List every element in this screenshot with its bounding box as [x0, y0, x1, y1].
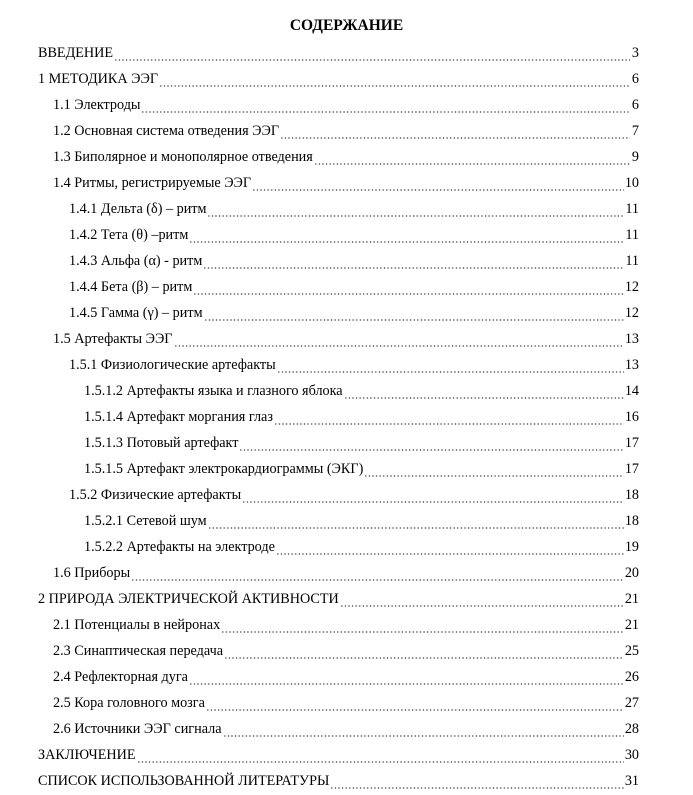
- toc-entry[interactable]: [0, 196, 693, 222]
- toc-entry[interactable]: [0, 378, 693, 404]
- toc-entry[interactable]: [0, 40, 693, 66]
- toc-entry[interactable]: [0, 222, 693, 248]
- toc-entry-page-number: 18: [624, 486, 639, 503]
- toc-entry-text: 1.5.1.5 Артефакт электрокардиограммы (ЭКГ): [84, 460, 364, 477]
- toc-entry-text: 1.5.1.4 Артефакт моргания глаз: [84, 408, 273, 425]
- toc-entry-text: 2 ПРИРОДА ЭЛЕКТРИЧЕСКОЙ АКТИВНОСТИ: [38, 590, 339, 607]
- toc-entry-page-number: 28: [624, 720, 639, 737]
- toc-entry[interactable]: [0, 664, 693, 690]
- dot-leader: [223, 716, 624, 742]
- dot-leader: [189, 222, 624, 248]
- toc-entry[interactable]: [0, 248, 693, 274]
- dot-leader: [344, 378, 624, 404]
- toc-entry-text: 1.4.3 Альфа (α) - ритм: [69, 252, 203, 269]
- toc-entry[interactable]: [0, 768, 693, 794]
- toc-entry[interactable]: [0, 92, 693, 118]
- toc-entry[interactable]: [0, 144, 693, 170]
- toc-entry-text: 1.5 Артефакты ЭЭГ: [53, 330, 173, 347]
- toc-entry-text: 1.5.1 Физиологические артефакты: [69, 356, 276, 373]
- dot-leader: [340, 586, 624, 612]
- toc-entry[interactable]: [0, 508, 693, 534]
- toc-entry[interactable]: [0, 534, 693, 560]
- toc-entry-page-number: 27: [624, 694, 639, 711]
- toc-entry[interactable]: [0, 456, 693, 482]
- toc-entry-page-number: 9: [631, 148, 639, 165]
- toc-entry-text: 2.6 Источники ЭЭГ сигнала: [53, 720, 222, 737]
- toc-entry[interactable]: [0, 404, 693, 430]
- toc-entry[interactable]: [0, 170, 693, 196]
- toc-entry-text: 1 МЕТОДИКА ЭЭГ: [38, 70, 159, 87]
- toc-entry-text: 1.1 Электроды: [53, 96, 141, 113]
- toc-entry-text: 1.5.2 Физические артефакты: [69, 486, 242, 503]
- toc-entry-page-number: 21: [624, 616, 639, 633]
- toc-entry-page-number: 19: [624, 538, 639, 555]
- toc-entry-text: 1.2 Основная система отведения ЭЭГ: [53, 122, 280, 139]
- toc-entry-page-number: 31: [624, 772, 639, 789]
- dot-leader: [193, 274, 624, 300]
- toc-entry-page-number: 17: [624, 434, 639, 451]
- toc-entry-page-number: 16: [624, 408, 639, 425]
- toc-entry-text: ВВЕДЕНИЕ: [38, 44, 114, 61]
- toc-entry[interactable]: [0, 612, 693, 638]
- toc-entry[interactable]: [0, 742, 693, 768]
- toc-entry-text: 2.5 Кора головного мозга: [53, 694, 205, 711]
- toc-entry-page-number: 12: [624, 278, 639, 295]
- dot-leader: [277, 352, 624, 378]
- toc-entry[interactable]: [0, 274, 693, 300]
- dot-leader: [280, 118, 630, 144]
- toc-entry-page-number: 6: [631, 70, 639, 87]
- toc-title: СОДЕРЖАНИЕ: [289, 17, 404, 34]
- toc-entry-page-number: 26: [624, 668, 639, 685]
- toc-entry-text: СПИСОК ИСПОЛЬЗОВАННОЙ ЛИТЕРАТУРЫ: [38, 772, 330, 789]
- toc-entry-text: 1.3 Биполярное и монополярное отведения: [53, 148, 313, 165]
- toc-entry-text: 2.4 Рефлекторная дуга: [53, 668, 188, 685]
- dot-leader: [242, 482, 624, 508]
- toc-entry[interactable]: [0, 118, 693, 144]
- dot-leader: [224, 638, 624, 664]
- dot-leader: [206, 690, 624, 716]
- toc-entry-page-number: 13: [624, 356, 639, 373]
- dot-leader: [221, 612, 624, 638]
- toc-entry[interactable]: [0, 482, 693, 508]
- toc-entry[interactable]: [0, 690, 693, 716]
- dot-leader: [252, 170, 624, 196]
- dot-leader: [189, 664, 624, 690]
- toc-entry[interactable]: [0, 66, 693, 92]
- toc-entry-text: 1.5.1.2 Артефакты языка и глазного яблока: [84, 382, 343, 399]
- toc-entry-page-number: 10: [624, 174, 639, 191]
- dot-leader: [174, 326, 624, 352]
- toc-entry-page-number: 7: [631, 122, 639, 139]
- dot-leader: [314, 144, 630, 170]
- toc-entry-page-number: 21: [624, 590, 639, 607]
- toc-entry[interactable]: [0, 560, 693, 586]
- dot-leader: [276, 534, 624, 560]
- toc-list: [0, 40, 693, 794]
- toc-entry-text: 1.4.2 Тета (θ) –ритм: [69, 226, 189, 243]
- toc-entry-text: 2.1 Потенциалы в нейронах: [53, 616, 221, 633]
- toc-entry-text: 1.4 Ритмы, регистрируемые ЭЭГ: [53, 174, 252, 191]
- dot-leader: [207, 196, 624, 222]
- dot-leader: [114, 40, 630, 66]
- toc-entry-text: 2.3 Синаптическая передача: [53, 642, 224, 659]
- dot-leader: [239, 430, 623, 456]
- toc-entry[interactable]: [0, 430, 693, 456]
- dot-leader: [203, 248, 624, 274]
- toc-entry[interactable]: [0, 716, 693, 742]
- toc-entry[interactable]: [0, 638, 693, 664]
- dot-leader: [330, 768, 623, 794]
- toc-entry-page-number: 13: [624, 330, 639, 347]
- toc-entry-page-number: 11: [625, 252, 639, 269]
- toc-entry-text: 1.4.5 Гамма (γ) – ритм: [69, 304, 203, 321]
- toc-entry-text: 1.4.1 Дельта (δ) – ритм: [69, 200, 207, 217]
- toc-entry-text: 1.5.2.2 Артефакты на электроде: [84, 538, 275, 555]
- toc-entry-text: ЗАКЛЮЧЕНИЕ: [38, 746, 136, 763]
- toc-entry-page-number: 18: [624, 512, 639, 529]
- dot-leader: [131, 560, 624, 586]
- dot-leader: [137, 742, 624, 768]
- toc-entry-page-number: 17: [624, 460, 639, 477]
- dot-leader: [274, 404, 624, 430]
- toc-entry[interactable]: [0, 352, 693, 378]
- dot-leader: [204, 300, 624, 326]
- toc-entry-page-number: 3: [631, 44, 639, 61]
- dot-leader: [364, 456, 623, 482]
- toc-entry-page-number: 20: [624, 564, 639, 581]
- dot-leader: [159, 66, 630, 92]
- toc-entry-page-number: 14: [624, 382, 639, 399]
- toc-entry[interactable]: [0, 326, 693, 352]
- toc-entry-page-number: 25: [624, 642, 639, 659]
- toc-entry-text: 1.5.2.1 Сетевой шум: [84, 512, 207, 529]
- toc-entry-text: 1.6 Приборы: [53, 564, 131, 581]
- toc-entry-page-number: 30: [624, 746, 639, 763]
- toc-entry-text: 1.5.1.3 Потовый артефакт: [84, 434, 239, 451]
- toc-entry[interactable]: [0, 586, 693, 612]
- toc-entry-page-number: 11: [625, 200, 639, 217]
- toc-entry-page-number: 6: [631, 96, 639, 113]
- dot-leader: [208, 508, 624, 534]
- dot-leader: [141, 92, 630, 118]
- toc-entry-page-number: 12: [624, 304, 639, 321]
- toc-entry-page-number: 11: [625, 226, 639, 243]
- toc-entry[interactable]: [0, 300, 693, 326]
- toc-entry-text: 1.4.4 Бета (β) – ритм: [69, 278, 193, 295]
